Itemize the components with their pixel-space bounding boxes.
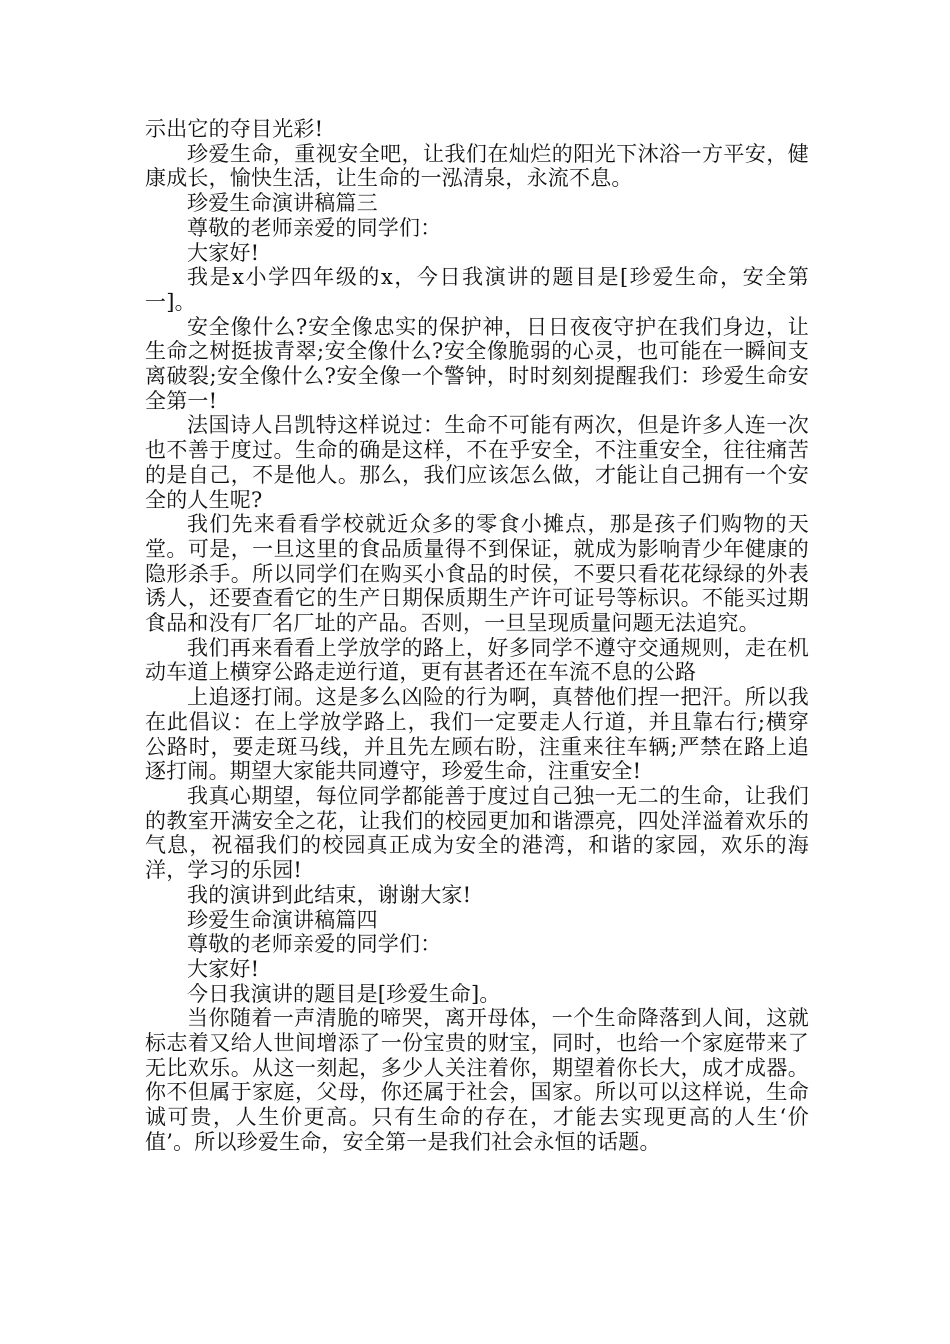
document-body [145,117,809,1155]
closing-line: 我的演讲到此结束，谢谢大家! [187,882,472,907]
section-heading: 珍爱生命演讲稿篇四 [187,907,378,932]
greeting: 大家好! [187,956,260,981]
salutation: 尊敬的老师亲爱的同学们： [187,215,442,240]
paragraph: 珍爱生命，重视安全吧，让我们在灿烂的阳光下沐浴一方平安，健康成长，愉快生活，让生命的一泓清泉，永流不息。 [145,141,809,191]
paragraph: 我们先来看看学校就近众多的零食小摊点，那是孩子们购物的天堂。可是，一旦这里的食品质量得不到保证，就成为影响青少年健康的隐形杀手。所以同学们在购买小食品的时侯，不要只看花花绿绿的外表诱人，还要查看它的生产日期保质期生产许可证号等标识。不能买过期食品和没有厂名厂址的产品。否则，一旦呈现质量问题无法追究。 [145,512,809,636]
paragraph: 示出它的夺目光彩! [145,117,324,141]
paragraph: 上追逐打闹。这是多么凶险的行为啊，真替他们捏一把汗。所以我在此倡议：在上学放学路上，我们一定要走人行道，并且靠右行;横穿公路时，要走斑马线，并且先左顾右盼，注重来往车辆;严禁在路上追逐打闹。期望大家能共同遵守，珍爱生命，注重安全! [145,685,809,784]
greeting: 大家好! [187,240,260,265]
paragraph: 今日我演讲的题目是[珍爱生命]。 [187,981,501,1006]
paragraph: 我们再来看看上学放学的路上，好多同学不遵守交通规则，走在机动车道上横穿公路走逆行道，更有甚者还在车流不息的公路 [145,635,809,685]
paragraph: 当你随着一声清脆的啼哭，离开母体，一个生命降落到人间，这就标志着又给人世间增添了一份宝贵的财宝，同时，也给一个家庭带来了无比欢乐。从这一刻起，多少人关注着你，期望着你长大，成才成器。你不但属于家庭，父母，你还属于社会，国家。所以可以这样说，生命诚可贵，人生价更高。只有生命的存在，才能去实现更高的人生‘价值’。所以珍爱生命，安全第一是我们社会永恒的话题。 [145,1006,809,1154]
paragraph: 安全像什么?安全像忠实的保护神，日日夜夜守护在我们身边，让生命之树挺拔青翠;安全像什么?安全像脆弱的心灵，也可能在一瞬间支离破裂;安全像什么?安全像一个警钟，时时刻刻提醒我们：珍爱生命安全第一! [145,314,809,413]
paragraph: 我真心期望，每位同学都能善于度过自己独一无二的生命，让我们的教室开满安全之花，让我们的校园更加和谐漂亮，四处洋溢着欢乐的气息，祝福我们的校园真正成为安全的港湾，和谐的家园，欢乐的海洋，学习的乐园! [145,783,809,883]
paragraph: 法国诗人吕凯特这样说过：生命不可能有两次，但是许多人连一次也不善于度过。生命的确是这样，不在乎安全，不注重安全，往往痛苦的是自己，不是他人。那么，我们应该怎么做，才能让自己拥有一个安全的人生呢? [145,413,809,512]
paragraph: 我是x小学四年级的x，今日我演讲的题目是[珍爱生命，安全第一]。 [145,265,809,314]
salutation: 尊敬的老师亲爱的同学们： [187,932,442,957]
section-heading: 珍爱生命演讲稿篇三 [187,191,378,216]
